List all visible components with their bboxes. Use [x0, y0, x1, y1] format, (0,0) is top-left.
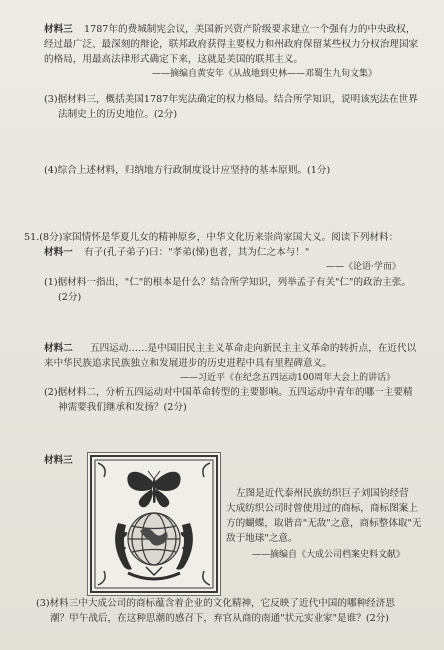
q51-question-1-line-1: (1)据材料一指出，"仁"的根本是什么？结合所学知识，列举孟子有关"仁"的政治主张。 — [44, 277, 412, 288]
material-3-line-3: 的格局，用最高法律形式确定下来，这就是美国的联邦主义。 — [44, 54, 304, 65]
material-3-source: ——摘编自黄安年《从战地到史林——邓蜀生九旬文集》 — [152, 69, 378, 79]
question-4: (4)综合上述材料，归纳地方行政制度设计应坚持的基本原则。(1分) — [44, 165, 331, 176]
material-1-text: 有子(孔子弟子)曰："孝弟(悌)也者，其为仁之本与！" — [84, 247, 310, 258]
material-2-source: ——习近平《在纪念五四运动100周年大会上的讲话》 — [180, 373, 396, 383]
material-3b-source: ——摘编自《大成公司档案史料文献》 — [252, 550, 406, 560]
butterfly-globe-trademark-icon — [88, 453, 220, 595]
q51-question-2-line-1: (2)据材料二，分析五四运动对中国革命转型的主要影响。五四运动中青年的哪一主要精 — [44, 387, 413, 398]
material-3b-line-3: 方的蝴蝶，取谐音"无敌"之意，商标整体取"无 — [226, 518, 422, 529]
material-3-label: 材料三 — [44, 24, 73, 35]
material-3-line-1: 1787年的费城制宪会议，美国新兴资产阶级要求建立一个强有力的中央政权， — [84, 24, 416, 35]
material-3b-line-2: 大成纺织公司时曾使用过的商标，商标图案上 — [226, 503, 418, 514]
material-3b-label: 材料三 — [44, 455, 73, 466]
material-3-line-2: 经过最广泛、最深刻的辩论，联邦政府获得主要权力和州政府保留某些权力分权治理国家 — [44, 39, 419, 50]
question-51-header: 51.(8分)家国情怀是华夏儿女的精神原乡，中华文化历来崇尚家国大义。阅读下列材料： — [24, 232, 399, 243]
trademark-image — [87, 452, 221, 596]
q51-question-3-line-2: 潮？甲午战后，在这种思潮的感召下，弃官从商的南通"状元实业家"是谁？(2分) — [50, 613, 390, 624]
q51-question-1-line-2: (2分) — [58, 292, 82, 303]
material-1-source: ——《论语·学而》 — [326, 262, 401, 272]
material-3b-line-1: 左图是近代泰州民族纺织巨子刘国钧经营 — [236, 488, 409, 499]
question-3-line-1: (3)据材料三，概括美国1787年宪法确定的权力格局。结合所学知识，说明该宪法在世界 — [44, 94, 418, 105]
question-3-line-2: 法制史上的历史地位。(2分) — [58, 109, 178, 120]
material-1-label: 材料一 — [44, 247, 73, 258]
q51-question-3-line-1: (3)材料三中大成公司的商标蕴含着企业的文化精神，它反映了近代中国的哪种经济思 — [36, 598, 395, 609]
q51-question-2-line-2: 神需要我们继承和发扬？(2分) — [58, 402, 187, 413]
material-2-label: 材料二 — [44, 343, 73, 354]
material-2-line-1: 五四运动……是中国旧民主主义革命走向新民主主义革命的转折点，在近代以 — [90, 343, 417, 354]
material-3b-line-4: 敌于地球"之意。 — [226, 533, 298, 544]
material-2-line-2: 来中华民族追求民族独立和发展进步的历史进程中具有里程碑意义。 — [44, 358, 332, 369]
